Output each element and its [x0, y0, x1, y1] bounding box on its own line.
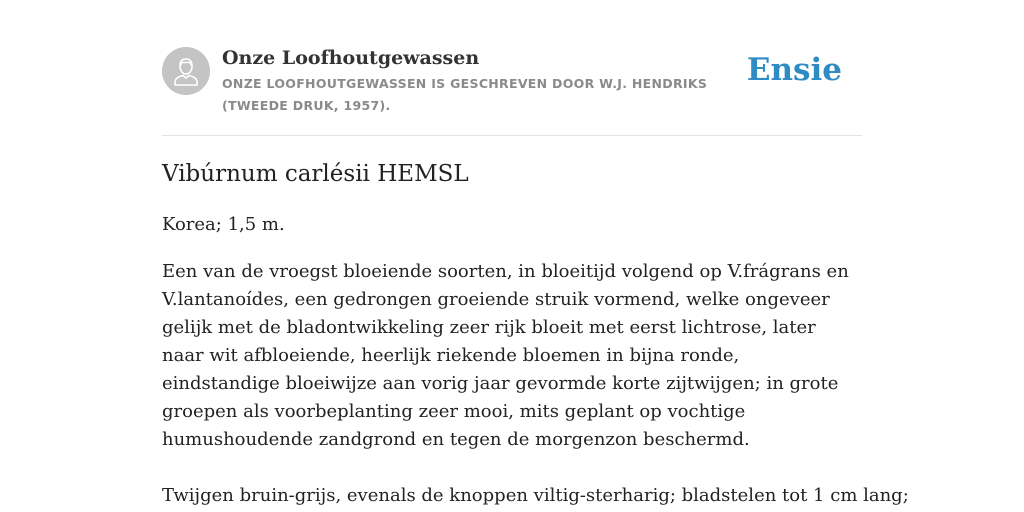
origin-paragraph: Korea; 1,5 m. [162, 214, 285, 235]
article-title: Vibúrnum carlésii HEMSL [162, 161, 469, 187]
source-title[interactable]: Onze Loofhoutgewassen [222, 47, 480, 69]
article [162, 156, 909, 510]
source-description: ONZE LOOFHOUTGEWASSEN IS GESCHREVEN DOOR W.J. HENDRIKS (TWEEDE DRUK, 1957). [222, 76, 708, 113]
ensie-logo-link[interactable]: Ensie [746, 52, 842, 88]
user-silhouette-icon [162, 47, 210, 95]
description-paragraph: Een van de vroegst bloeiende soorten, in bloeitijd volgend op V.frágrans en V.lantanoídes, een gedrongen groeiende struik vormend, welke ongeveer gelijk met de bladontwikkeling zeer rijk bloeit met eerst lichtrose, later naar wit afbloeiende, heerlijk riekende bloemen in bijna ronde, eindstandige bloeiwijze aan vorig jaar gevormde korte zijtwijgen; in grote groepen als voorbeplanting zeer mooi, mits geplant op vochtige humushoudende zandgrond en tegen de morgenzon beschermd. [162, 261, 849, 450]
source-header [162, 44, 862, 136]
twigs-paragraph: Twijgen bruin-grijs, evenals de knoppen viltig-sterharig; bladstelen tot 1 cm lang; [162, 485, 909, 506]
